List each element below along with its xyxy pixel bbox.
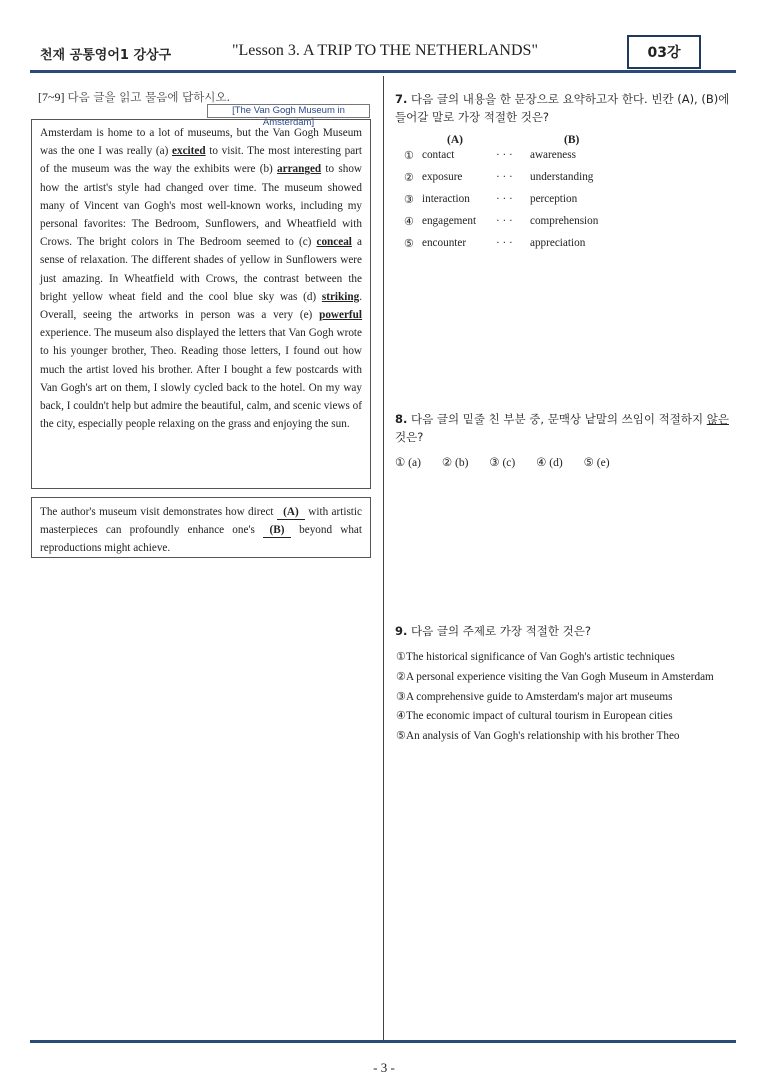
option-a: interaction bbox=[422, 193, 470, 205]
option-dots: · · · bbox=[496, 149, 513, 161]
q9-option-3[interactable]: ③A comprehensive guide to Amsterdam's major art museums bbox=[396, 690, 673, 703]
question-text: 것은? bbox=[395, 430, 424, 444]
q9-option-1[interactable]: ①The historical significance of Van Gogh's artistic techniques bbox=[396, 651, 675, 663]
instruction-text: 다음 글을 읽고 물음에 답하시오. bbox=[67, 90, 231, 104]
blank-b: (B) bbox=[263, 523, 291, 538]
option-a: exposure bbox=[422, 171, 463, 183]
underlined-word-c: conceal bbox=[316, 236, 352, 249]
q8-option-5[interactable]: ⑤ (e) bbox=[583, 457, 610, 469]
q8-option-4[interactable]: ④ (d) bbox=[536, 457, 563, 469]
option-mark: ① bbox=[404, 150, 415, 162]
option-mark: ④ bbox=[404, 216, 415, 228]
lesson-number-box: 03강 bbox=[627, 35, 701, 69]
summary-box bbox=[31, 497, 371, 558]
q9-options bbox=[396, 648, 729, 747]
q8-option-1[interactable]: ① (a) bbox=[395, 457, 421, 469]
source-tag: [The Van Gogh Museum in Amsterdam] bbox=[207, 104, 370, 118]
question-number: 8. bbox=[395, 412, 408, 426]
option-dots: · · · bbox=[496, 171, 513, 183]
option-mark: ⑤ bbox=[404, 238, 415, 250]
passage-text: a sense of relaxation. The different shades of yellow in Sunflowers were just amazing. In Wheatfield with Crows, the contrast between the bright yellow wheat field and the cool blue sky was (d) bbox=[40, 236, 362, 303]
option-b: perception bbox=[530, 193, 578, 205]
passage-text: Amsterdam is home to a lot of museums, but the Van Gogh Museum was the one I was really (a) bbox=[40, 127, 362, 158]
column-divider bbox=[383, 76, 384, 1042]
option-b: awareness bbox=[530, 149, 576, 161]
page-number: - 3 - bbox=[373, 1060, 395, 1075]
reading-passage bbox=[31, 119, 371, 489]
question-number: 7. bbox=[395, 92, 408, 106]
option-dots: · · · bbox=[496, 237, 513, 249]
question-text: 다음 글의 주제로 가장 적절한 것은? bbox=[411, 624, 591, 638]
question-text: 다음 글의 내용을 한 문장으로 요약하고자 한다. 빈칸 (A), (B)에 들어갈 말로 가장 적절한 것은? bbox=[395, 92, 730, 124]
column-head-a: (A) bbox=[447, 134, 463, 146]
underlined-word-a: excited bbox=[172, 145, 206, 158]
option-mark: ② bbox=[404, 172, 415, 184]
passage-text: . Overall, seeing the artworks in person was a very (e) bbox=[40, 290, 362, 322]
option-a: engagement bbox=[422, 215, 477, 227]
header-lesson-title: "Lesson 3. A TRIP TO THE NETHERLANDS" bbox=[232, 42, 538, 59]
question-8-stem bbox=[395, 410, 735, 446]
summary-text: beyond what reproductions might achieve. bbox=[40, 524, 362, 555]
question-9-stem bbox=[395, 622, 735, 640]
question-number: 9. bbox=[395, 624, 408, 638]
footer-rule bbox=[30, 1040, 736, 1043]
option-dots: · · · bbox=[496, 215, 513, 227]
passage-text: to visit. The most interesting part of the museum was the way the exhibits were (b) bbox=[40, 145, 362, 176]
header-textbook-label: 천재 공통영어1 강상구 bbox=[40, 48, 172, 63]
option-b: comprehension bbox=[530, 215, 599, 227]
underlined-word-d: striking bbox=[321, 290, 360, 303]
passage-text: experience. The museum also displayed the letters that Van Gogh wrote to his younger brother, Theo. Reading those letters, I found out how much the artist loved his brother. After I bought a few postcards with Van Gogh's art on them, I slowly cycled back to the hotel. On my way back, I couldn't help but admire the beautiful, calm, and scenic views of the city, especially people relaxing on the grass and enjoying the sun. bbox=[40, 327, 362, 431]
instruction-range: [7~9] bbox=[38, 90, 65, 104]
question-emphasis: 않은 bbox=[706, 412, 729, 426]
question-7-stem bbox=[395, 90, 735, 126]
passage-text: to show how the artist's style had changed over time. The museum showed many of Vincent van Gogh's most well-known works, including my personal favorites: The Bedroom, Sunflowers, and Wheatfield with Crows. The bright colors in The Bedroom seemed to (c) bbox=[40, 163, 362, 249]
q8-option-3[interactable]: ③ (c) bbox=[489, 457, 516, 469]
option-dots: · · · bbox=[496, 193, 513, 205]
header-rule bbox=[30, 70, 736, 73]
option-b: appreciation bbox=[530, 237, 586, 249]
option-b: understanding bbox=[530, 171, 594, 183]
blank-a: (A) bbox=[277, 505, 305, 520]
q8-option-2[interactable]: ② (b) bbox=[441, 457, 469, 469]
option-a: encounter bbox=[422, 237, 467, 249]
option-mark: ③ bbox=[404, 194, 415, 206]
q9-option-2[interactable]: ②A personal experience visiting the Van Gogh Museum in Amsterdam bbox=[396, 670, 714, 683]
option-a: contact bbox=[422, 149, 455, 161]
q8-options bbox=[395, 455, 628, 469]
summary-text: The author's museum visit demonstrates how direct bbox=[40, 506, 277, 518]
q9-option-5[interactable]: ⑤An analysis of Van Gogh's relationship with his brother Theo bbox=[396, 730, 680, 743]
instruction bbox=[38, 89, 230, 105]
question-text: 다음 글의 밑줄 친 부분 중, 문맥상 낱말의 쓰임이 적절하지 bbox=[411, 412, 707, 426]
q9-option-4[interactable]: ④The economic impact of cultural tourism in European cities bbox=[396, 710, 673, 723]
summary-text: with artistic masterpieces can profoundly enhance one's bbox=[40, 506, 362, 537]
underlined-word-e: powerful bbox=[319, 309, 362, 322]
underlined-word-b: arranged bbox=[277, 163, 322, 176]
column-head-b: (B) bbox=[564, 134, 580, 146]
